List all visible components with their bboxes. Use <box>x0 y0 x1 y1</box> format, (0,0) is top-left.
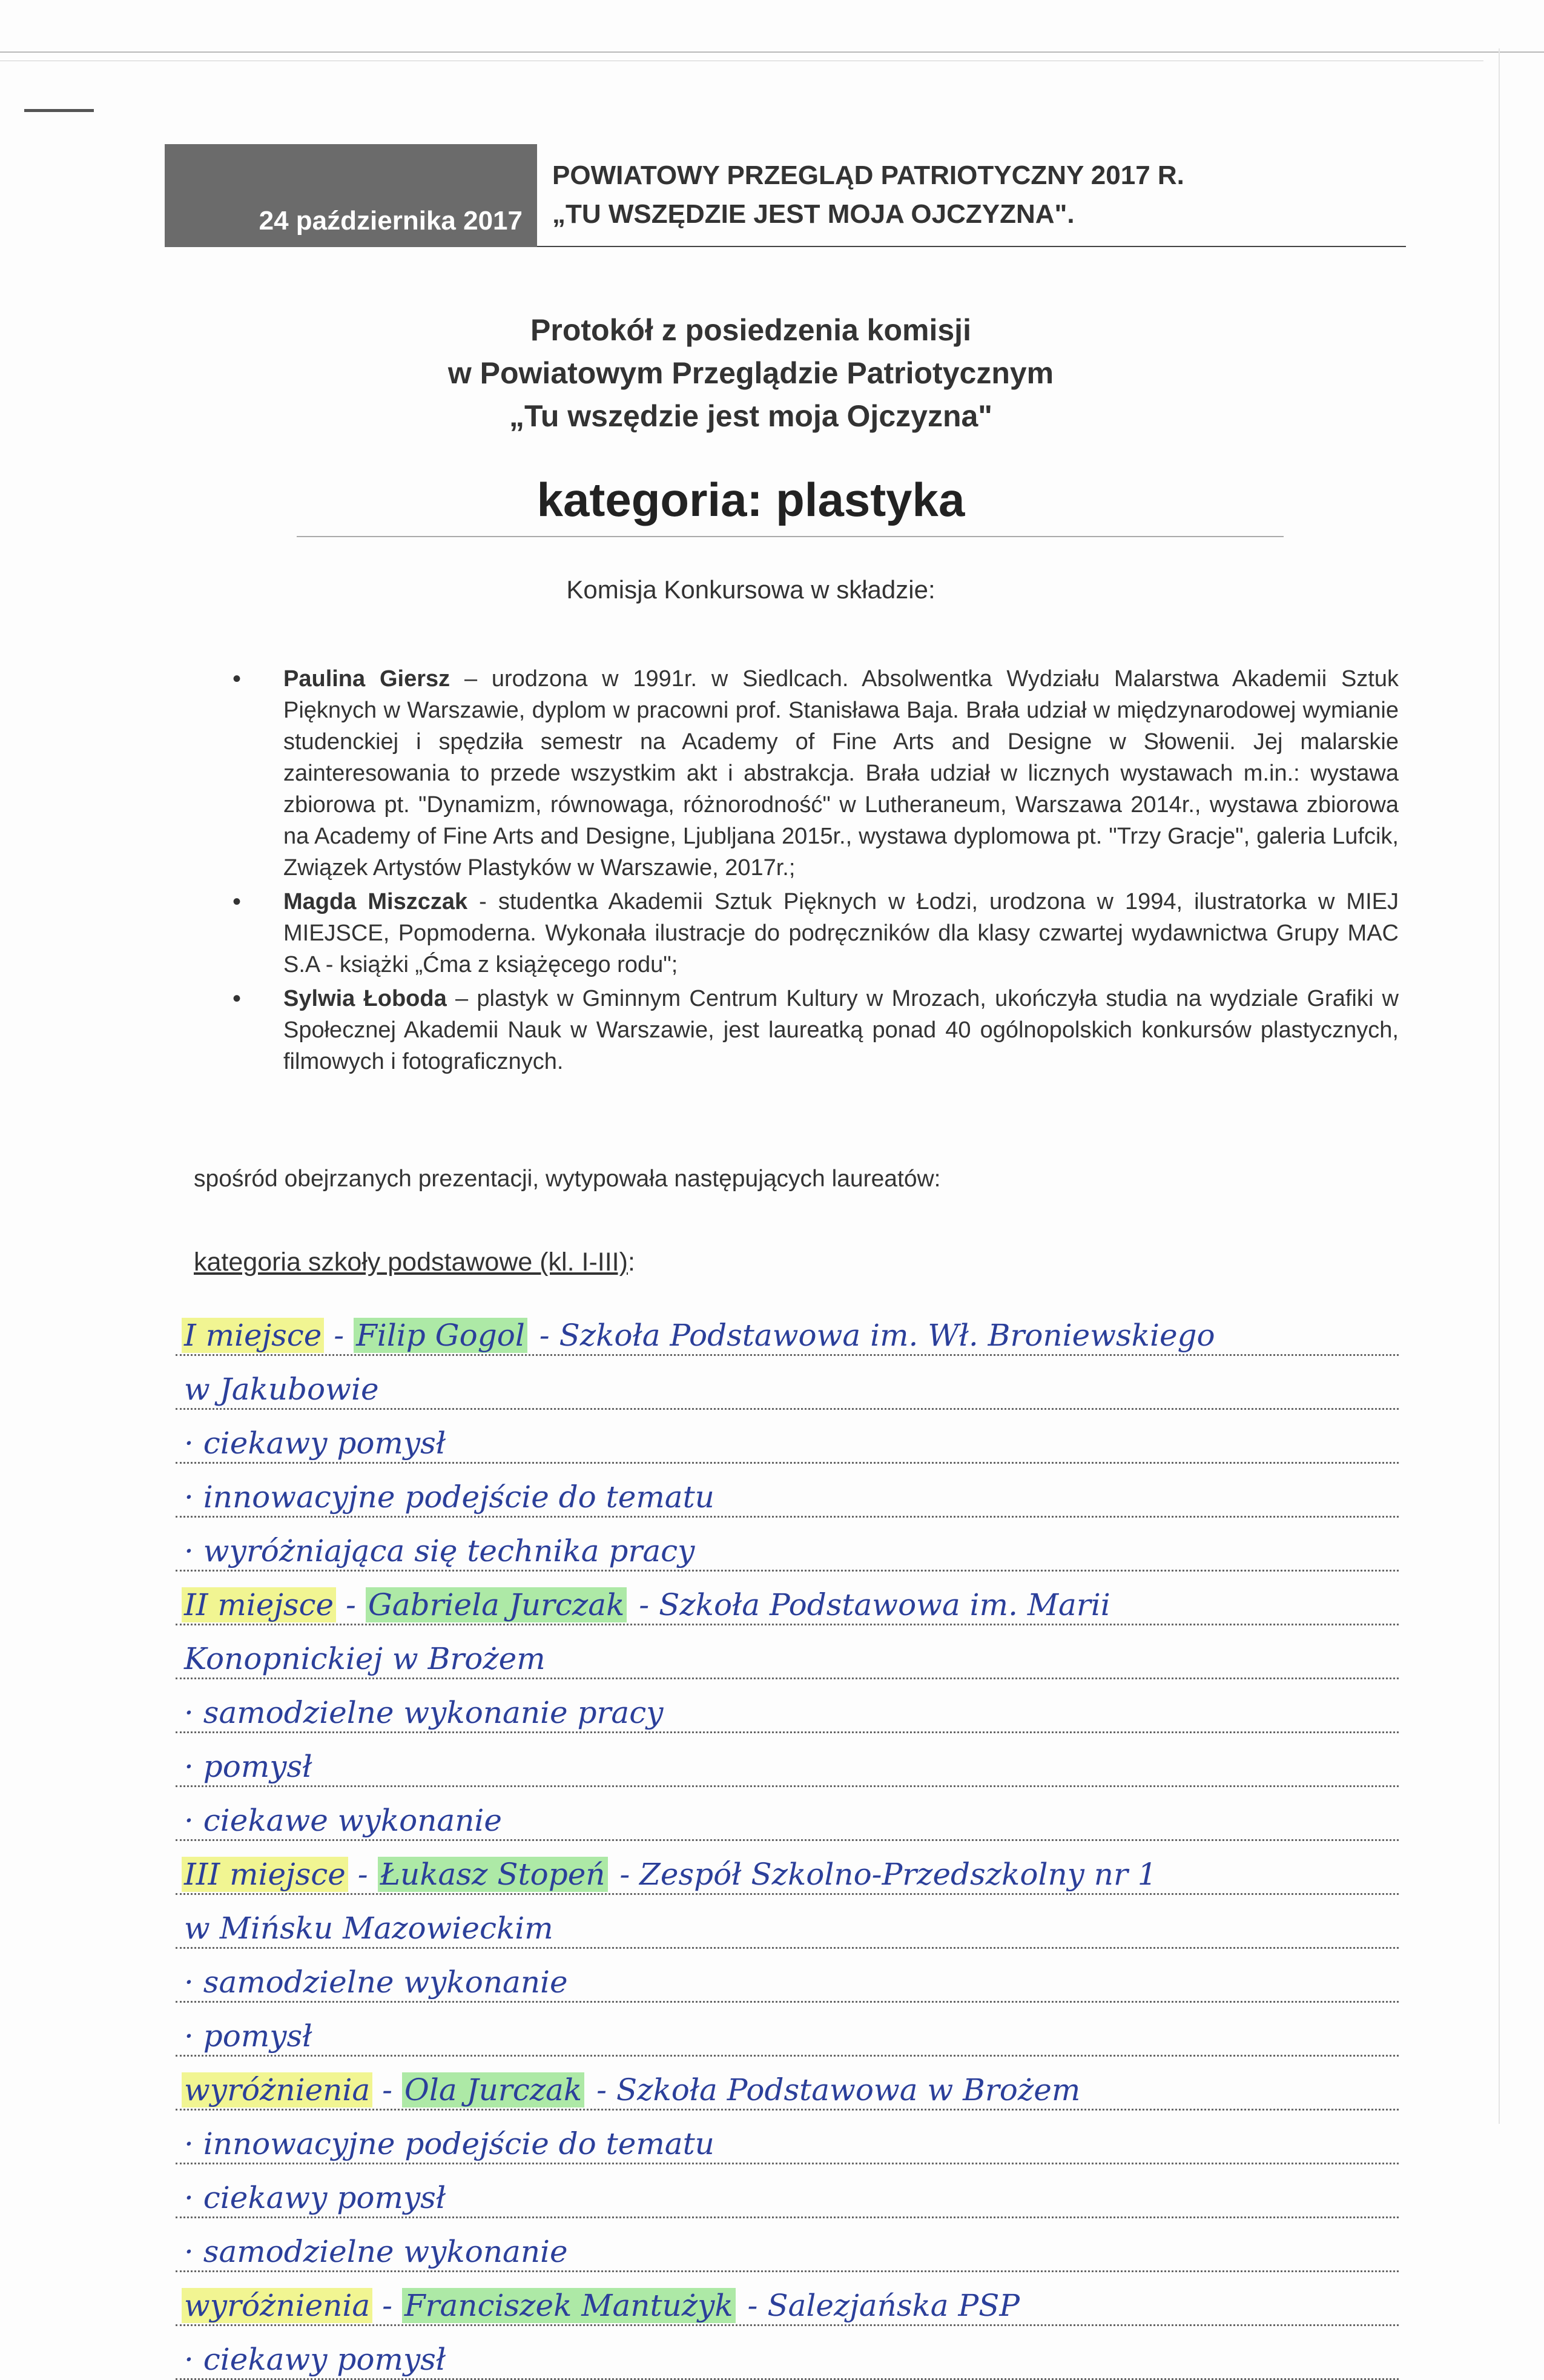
laureate-name: Franciszek Mantużyk <box>402 2288 736 2323</box>
handwritten-row <box>176 1895 1399 1949</box>
handwritten-detail: · pomysł <box>184 2018 312 2054</box>
laureate-name: Ola Jurczak <box>402 2072 584 2107</box>
handwritten-detail: · samodzielne wykonanie pracy <box>184 1695 664 1730</box>
handwritten-text <box>182 1911 556 1946</box>
commission-heading: Komisja Konkursowa w składzie: <box>566 575 935 604</box>
handwritten-detail: · wyróżniająca się technika pracy <box>184 1533 695 1568</box>
handwritten-detail: - Salezjańska PSP <box>737 2288 1020 2323</box>
title-line2: w Powiatowym Przeglądzie Patriotycznym <box>447 356 1054 390</box>
handwritten-row <box>176 1518 1399 1572</box>
handwritten-detail: - Szkoła Podstawowa im. Wł. Broniewskiego <box>529 1318 1215 1353</box>
handwritten-row <box>176 1625 1399 1679</box>
bullet-icon: • <box>233 985 242 1012</box>
place-label: wyróżnienia <box>182 2072 372 2107</box>
scan-mark <box>24 109 94 112</box>
handwritten-detail: - Szkoła Podstawowa im. Marii <box>629 1587 1110 1622</box>
laureate-name: Filip Gogol <box>354 1318 527 1353</box>
handwritten-detail: · innowacyjne podejście do tematu <box>184 1479 714 1515</box>
handwritten-row <box>176 1356 1399 1410</box>
handwritten-text <box>182 1641 548 1676</box>
handwritten-text <box>182 2018 314 2054</box>
handwritten-results <box>176 1302 1399 2380</box>
handwritten-detail: · ciekawe wykonanie <box>184 1803 502 1838</box>
place-label: II miejsce <box>182 1587 336 1622</box>
laureate-name: Gabriela Jurczak <box>366 1587 627 1622</box>
handwritten-row <box>176 1679 1399 1733</box>
handwritten-text: wyróżnienia - Franciszek Mantużyk - Salezjańska PSP <box>182 2288 1022 2323</box>
handwritten-detail: · samodzielne wykonanie <box>184 2234 568 2269</box>
member-item <box>230 663 1399 884</box>
member-bio: - studentka Akademii Sztuk Pięknych w Łodzi, urodzona w 1994, ilustratorka w MIEJ MIEJSCE, Popmoderna. Wykonała ilustracje do podręczników dla klasy czwartej wydawnictwa Grupy MAC S.A - książki „Ćma z książęcego rodu"; <box>283 889 1399 977</box>
subcategory-heading <box>194 1248 635 1277</box>
handwritten-text <box>182 1426 448 1461</box>
handwritten-row <box>176 1572 1399 1625</box>
handwritten-text <box>182 1965 570 2000</box>
handwritten-text: wyróżnienia - Ola Jurczak - Szkoła Podstawowa w Brożem <box>182 2072 1083 2107</box>
handwritten-detail: - Szkoła Podstawowa w Brożem <box>587 2072 1081 2107</box>
title-line1: Protokół z posiedzenia komisji <box>530 313 971 347</box>
handwritten-detail: · samodzielne wykonanie <box>184 1965 568 2000</box>
scan-edge-line <box>0 51 1544 53</box>
handwritten-text <box>182 1533 697 1568</box>
laureate-name: Łukasz Stopeń <box>378 1857 608 1892</box>
handwritten-text <box>182 1479 717 1515</box>
handwritten-text <box>182 2180 448 2215</box>
header-date: 24 października 2017 <box>165 144 537 247</box>
handwritten-row <box>176 2111 1399 2164</box>
handwritten-row <box>176 1787 1399 1841</box>
handwritten-text <box>182 2342 448 2377</box>
handwritten-detail: · ciekawy pomysł <box>184 1426 446 1461</box>
bullet-icon: • <box>233 888 242 915</box>
handwritten-text <box>182 2126 717 2161</box>
handwritten-row <box>176 1841 1399 1895</box>
handwritten-row <box>176 1733 1399 1787</box>
handwritten-row <box>176 1302 1399 1356</box>
handwritten-detail: · ciekawy pomysł <box>184 2180 446 2215</box>
handwritten-detail: Konopnickiej w Brożem <box>184 1641 546 1676</box>
member-name: Magda Miszczak <box>283 889 468 914</box>
handwritten-text: I miejsce - Filip Gogol - Szkoła Podstawowa im. Wł. Broniewskiego <box>182 1318 1218 1353</box>
subcategory-label: kategoria szkoły podstawowe (kl. I-III) <box>194 1248 628 1277</box>
handwritten-row <box>176 1949 1399 2003</box>
category-rule <box>297 536 1284 537</box>
header-title-line2: „TU WSZĘDZIE JEST MOJA OJCZYZNA". <box>552 199 1075 229</box>
subcategory-suffix: : <box>627 1248 635 1277</box>
place-label: wyróżnienia <box>182 2288 372 2323</box>
handwritten-detail: · pomysł <box>184 1749 312 1784</box>
handwritten-text <box>182 1372 381 1407</box>
title-line3: „Tu wszędzie jest moja Ojczyzna" <box>509 399 992 433</box>
handwritten-row <box>176 2057 1399 2111</box>
header-title <box>552 156 1184 234</box>
handwritten-row <box>176 2003 1399 2057</box>
place-label: I miejsce <box>182 1318 324 1353</box>
category-heading: kategoria: plastyka <box>536 473 965 526</box>
handwritten-detail: - Zespół Szkolno-Przedszkolny nr 1 <box>610 1857 1157 1892</box>
member-item <box>230 983 1399 1077</box>
header-rule <box>537 246 1406 247</box>
handwritten-row <box>176 1464 1399 1518</box>
document-title <box>291 309 1211 438</box>
laureates-intro: spośród obejrzanych prezentacji, wytypowała następujących laureatów: <box>194 1166 941 1192</box>
place-label: III miejsce <box>182 1857 348 1892</box>
commission-members <box>230 663 1399 1077</box>
handwritten-text <box>182 2234 570 2269</box>
handwritten-detail: w Mińsku Mazowieckim <box>184 1911 553 1946</box>
member-name: Sylwia Łoboda <box>283 986 447 1011</box>
handwritten-text <box>182 1803 504 1838</box>
handwritten-row <box>176 2272 1399 2326</box>
member-bio: – urodzona w 1991r. w Siedlcach. Absolwentka Wydziału Malarstwa Akademii Sztuk Pięknych w Warszawie, dyplom w pracowni prof. Stanisława Baja. Brała udział w międzynarodowej wymianie studenckiej i spędziła semestr na Academy of Fine Arts and Designe w Słowenii. Jej malarskie zainteresowania to przede wszystkim akt i abstrakcja. Brała udział w licznych wystawach m.in.: wystawa zbiorowa pt. "Dynamizm, równowaga, różnorodność" w Lutheraneum, Warszawa 2014r., wystawa zbiorowa na Academy of Fine Arts and Designe, Ljubljana 2015r., wystawa dyplomowa pt. "Trzy Gracje", galeria Lufcik, Związek Artystów Plastyków w Warszawie, 2017r.; <box>283 666 1399 881</box>
handwritten-detail: · innowacyjne podejście do tematu <box>184 2126 714 2161</box>
handwritten-row <box>176 2326 1399 2380</box>
handwritten-text: III miejsce - Łukasz Stopeń - Zespół Szkolno-Przedszkolny nr 1 <box>182 1857 1160 1892</box>
handwritten-row <box>176 2218 1399 2272</box>
handwritten-row <box>176 2164 1399 2218</box>
member-item <box>230 886 1399 980</box>
handwritten-text <box>182 1695 665 1730</box>
header-title-line1: POWIATOWY PRZEGLĄD PATRIOTYCZNY 2017 R. <box>552 160 1184 190</box>
bullet-icon: • <box>233 666 242 692</box>
member-name: Paulina Giersz <box>283 666 450 692</box>
handwritten-text <box>182 1749 314 1784</box>
document-header <box>165 144 1406 247</box>
member-bio: – plastyk w Gminnym Centrum Kultury w Mrozach, ukończyła studia na wydziale Grafiki w Społecznej Akademii Nauk w Warszawie, jest laureatką ponad 40 ogólnopolskich konkursów plastycznych, filmowych i fotograficznych. <box>283 986 1399 1074</box>
handwritten-detail: · ciekawy pomysł <box>184 2342 446 2377</box>
handwritten-text: II miejsce - Gabriela Jurczak - Szkoła Podstawowa im. Marii <box>182 1587 1113 1622</box>
handwritten-detail: w Jakubowie <box>184 1372 379 1407</box>
handwritten-row <box>176 1410 1399 1464</box>
page-edge <box>1499 48 1500 2124</box>
